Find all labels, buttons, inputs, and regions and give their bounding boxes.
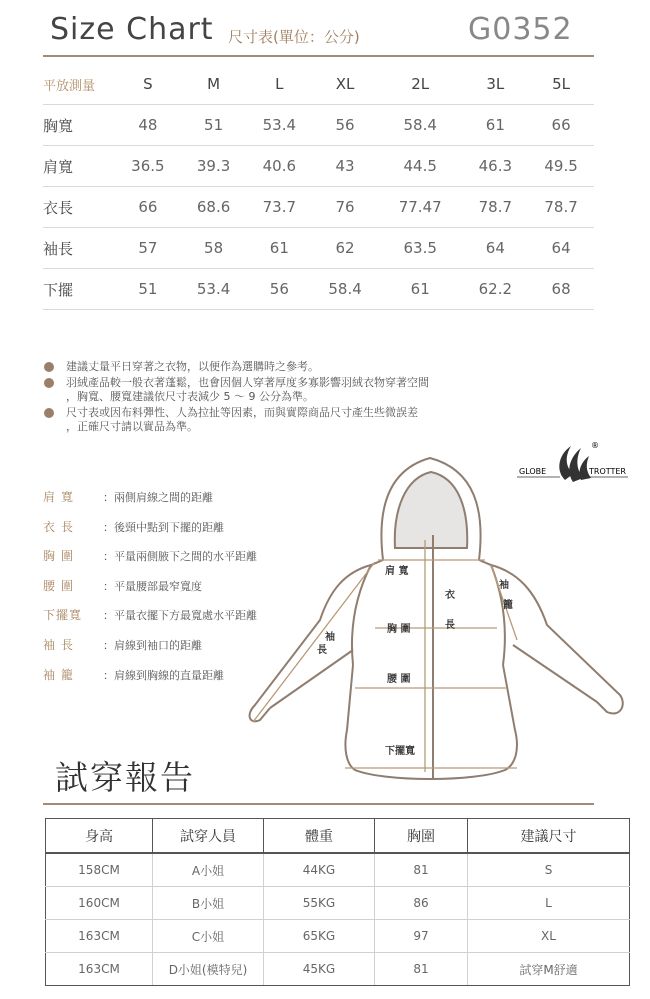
size-value: 66: [115, 187, 181, 228]
jacket-diagram: [235, 450, 630, 790]
size-value: 43: [312, 146, 378, 187]
label-shoulder: 肩 寬: [385, 566, 409, 577]
notes-list: [42, 360, 542, 436]
size-value: 46.3: [462, 146, 528, 187]
report-row: [46, 887, 630, 920]
size-value: 58: [181, 228, 247, 269]
report-cell: D小姐(模特兒): [153, 953, 264, 986]
bullet-icon: [44, 362, 54, 372]
measurement-label: 下擺: [43, 269, 115, 310]
note-item: [42, 406, 542, 434]
report-cell: 160CM: [46, 887, 153, 920]
report-col-header: 建議尺寸: [468, 819, 630, 854]
report-cell: 97: [375, 920, 468, 953]
size-row: [43, 269, 594, 310]
definition-item: [43, 547, 257, 577]
definition-term: 衣長: [43, 519, 80, 534]
report-cell: 163CM: [46, 953, 153, 986]
report-cell: L: [468, 887, 630, 920]
report-cell: 45KG: [264, 953, 375, 986]
size-value: 40.6: [246, 146, 312, 187]
definition-item: [43, 636, 257, 666]
note-item: [42, 376, 542, 404]
report-cell: 44KG: [264, 853, 375, 887]
definition-desc: ：平量衣擺下方最寬處水平距離: [103, 609, 257, 623]
definition-desc: ：後頸中點到下擺的距離: [103, 520, 224, 534]
size-col-header: L: [246, 64, 312, 105]
size-value: 44.5: [378, 146, 463, 187]
measurement-label: 胸寬: [43, 105, 115, 146]
measurement-label: 肩寬: [43, 146, 115, 187]
report-cell: 158CM: [46, 853, 153, 887]
definition-term: 袖籠: [43, 667, 80, 682]
logo-text-right: TROTTER: [589, 467, 626, 476]
note-item: [42, 360, 542, 374]
size-value: 78.7: [528, 187, 594, 228]
report-col-header: 身高: [46, 819, 153, 854]
report-cell: 81: [375, 953, 468, 986]
logo-text-left: GLOBE: [519, 467, 547, 476]
report-cell: S: [468, 853, 630, 887]
size-col-header: 5L: [528, 64, 594, 105]
size-value: 77.47: [378, 187, 463, 228]
definition-term: 腰圍: [43, 578, 80, 593]
report-cell: A小姐: [153, 853, 264, 887]
report-cell: 試穿M舒適: [468, 953, 630, 986]
report-cell: 55KG: [264, 887, 375, 920]
label-hem: 下擺寬: [385, 746, 415, 757]
report-col-header: 試穿人員: [153, 819, 264, 854]
size-value: 62: [312, 228, 378, 269]
report-col-header: 胸圍: [375, 819, 468, 854]
size-value: 56: [246, 269, 312, 310]
note-line: ，正確尺寸請以實品為準。: [66, 420, 198, 433]
label-sleeve-2: 長: [317, 645, 327, 656]
size-value: 58.4: [378, 105, 463, 146]
page-subtitle: 尺寸表(單位：公分): [228, 28, 360, 46]
note-line: 建議丈量平日穿著之衣物，以便作為選購時之參考。: [66, 360, 319, 373]
size-value: 49.5: [528, 146, 594, 187]
label-length-1: 衣: [445, 590, 455, 601]
note-line: 尺寸表或因布料彈性、人為拉扯等因素，而與實際商品尺寸產生些微誤差: [66, 406, 418, 419]
report-cell: 163CM: [46, 920, 153, 953]
size-value: 53.4: [181, 269, 247, 310]
jacket-outline: [250, 458, 623, 779]
size-value: 56: [312, 105, 378, 146]
size-col-header: 2L: [378, 64, 463, 105]
corner-label: 平放測量: [43, 64, 115, 105]
definition-item: [43, 577, 257, 607]
header-divider: [43, 55, 594, 57]
size-value: 36.5: [115, 146, 181, 187]
size-value: 63.5: [378, 228, 463, 269]
size-value: 62.2: [462, 269, 528, 310]
size-value: 61: [378, 269, 463, 310]
size-value: 51: [181, 105, 247, 146]
note-line: ，胸寬、腰寬建議依尺寸表減少 5 ～ 9 公分為準。: [66, 390, 314, 403]
size-value: 48: [115, 105, 181, 146]
size-table: [43, 64, 594, 310]
measurement-label: 衣長: [43, 187, 115, 228]
report-divider: [43, 803, 594, 805]
size-col-header: 3L: [462, 64, 528, 105]
definition-term: 胸圍: [43, 549, 80, 564]
size-col-header: M: [181, 64, 247, 105]
size-value: 58.4: [312, 269, 378, 310]
measurement-definitions: [43, 488, 257, 695]
size-row: [43, 146, 594, 187]
bullet-icon: [44, 408, 54, 418]
size-value: 61: [246, 228, 312, 269]
definition-term: 下擺寬: [43, 608, 83, 623]
report-title: 試穿報告: [55, 758, 195, 797]
size-value: 68.6: [181, 187, 247, 228]
size-row: [43, 228, 594, 269]
size-value: 73.7: [246, 187, 312, 228]
report-cell: 65KG: [264, 920, 375, 953]
size-col-header: XL: [312, 64, 378, 105]
size-value: 66: [528, 105, 594, 146]
size-value: 51: [115, 269, 181, 310]
report-cell: 81: [375, 853, 468, 887]
report-cell: 86: [375, 887, 468, 920]
size-value: 76: [312, 187, 378, 228]
product-code: G0352: [468, 12, 573, 47]
definition-desc: ：肩線到袖口的距離: [103, 638, 202, 652]
definition-item: [43, 488, 257, 518]
size-value: 39.3: [181, 146, 247, 187]
size-value: 68: [528, 269, 594, 310]
definition-term: 肩寬: [43, 490, 80, 504]
report-cell: XL: [468, 920, 630, 953]
definition-item: [43, 606, 257, 636]
report-row: [46, 953, 630, 986]
fit-report-table: [45, 818, 630, 986]
size-row: [43, 105, 594, 146]
report-cell: C小姐: [153, 920, 264, 953]
size-value: 78.7: [462, 187, 528, 228]
label-sleeve-1: 袖: [325, 632, 335, 643]
definition-item: [43, 666, 257, 696]
label-waist: 腰 圍: [387, 674, 411, 685]
definition-item: [43, 518, 257, 548]
size-row: [43, 187, 594, 228]
report-row: [46, 853, 630, 887]
label-armhole-1: 袖: [499, 580, 509, 591]
page-title: Size Chart: [50, 12, 214, 47]
definition-term: 袖長: [43, 637, 80, 652]
measurement-label: 袖長: [43, 228, 115, 269]
definition-desc: ：肩線到胸線的直量距離: [103, 668, 224, 682]
note-line: 羽絨產品較一般衣著蓬鬆，也會因個人穿著厚度多寡影響羽絨衣物穿著空間: [66, 376, 429, 389]
report-col-header: 體重: [264, 819, 375, 854]
definition-desc: ：兩側肩線之間的距離: [103, 491, 213, 504]
size-value: 53.4: [246, 105, 312, 146]
label-armhole-2: 籠: [503, 600, 513, 611]
size-value: 57: [115, 228, 181, 269]
report-header-row: [46, 819, 630, 854]
size-col-header: S: [115, 64, 181, 105]
report-cell: B小姐: [153, 887, 264, 920]
label-chest: 胸 圍: [387, 624, 411, 635]
bullet-icon: [44, 378, 54, 388]
definition-desc: ：平量兩側腋下之間的水平距離: [103, 550, 257, 564]
report-row: [46, 920, 630, 953]
size-header-row: [43, 64, 594, 105]
size-value: 64: [462, 228, 528, 269]
size-value: 61: [462, 105, 528, 146]
definition-desc: ：平量腰部最窄寬度: [103, 579, 202, 593]
label-length-2: 長: [445, 620, 455, 631]
registered-mark: ®: [591, 441, 599, 450]
size-value: 64: [528, 228, 594, 269]
